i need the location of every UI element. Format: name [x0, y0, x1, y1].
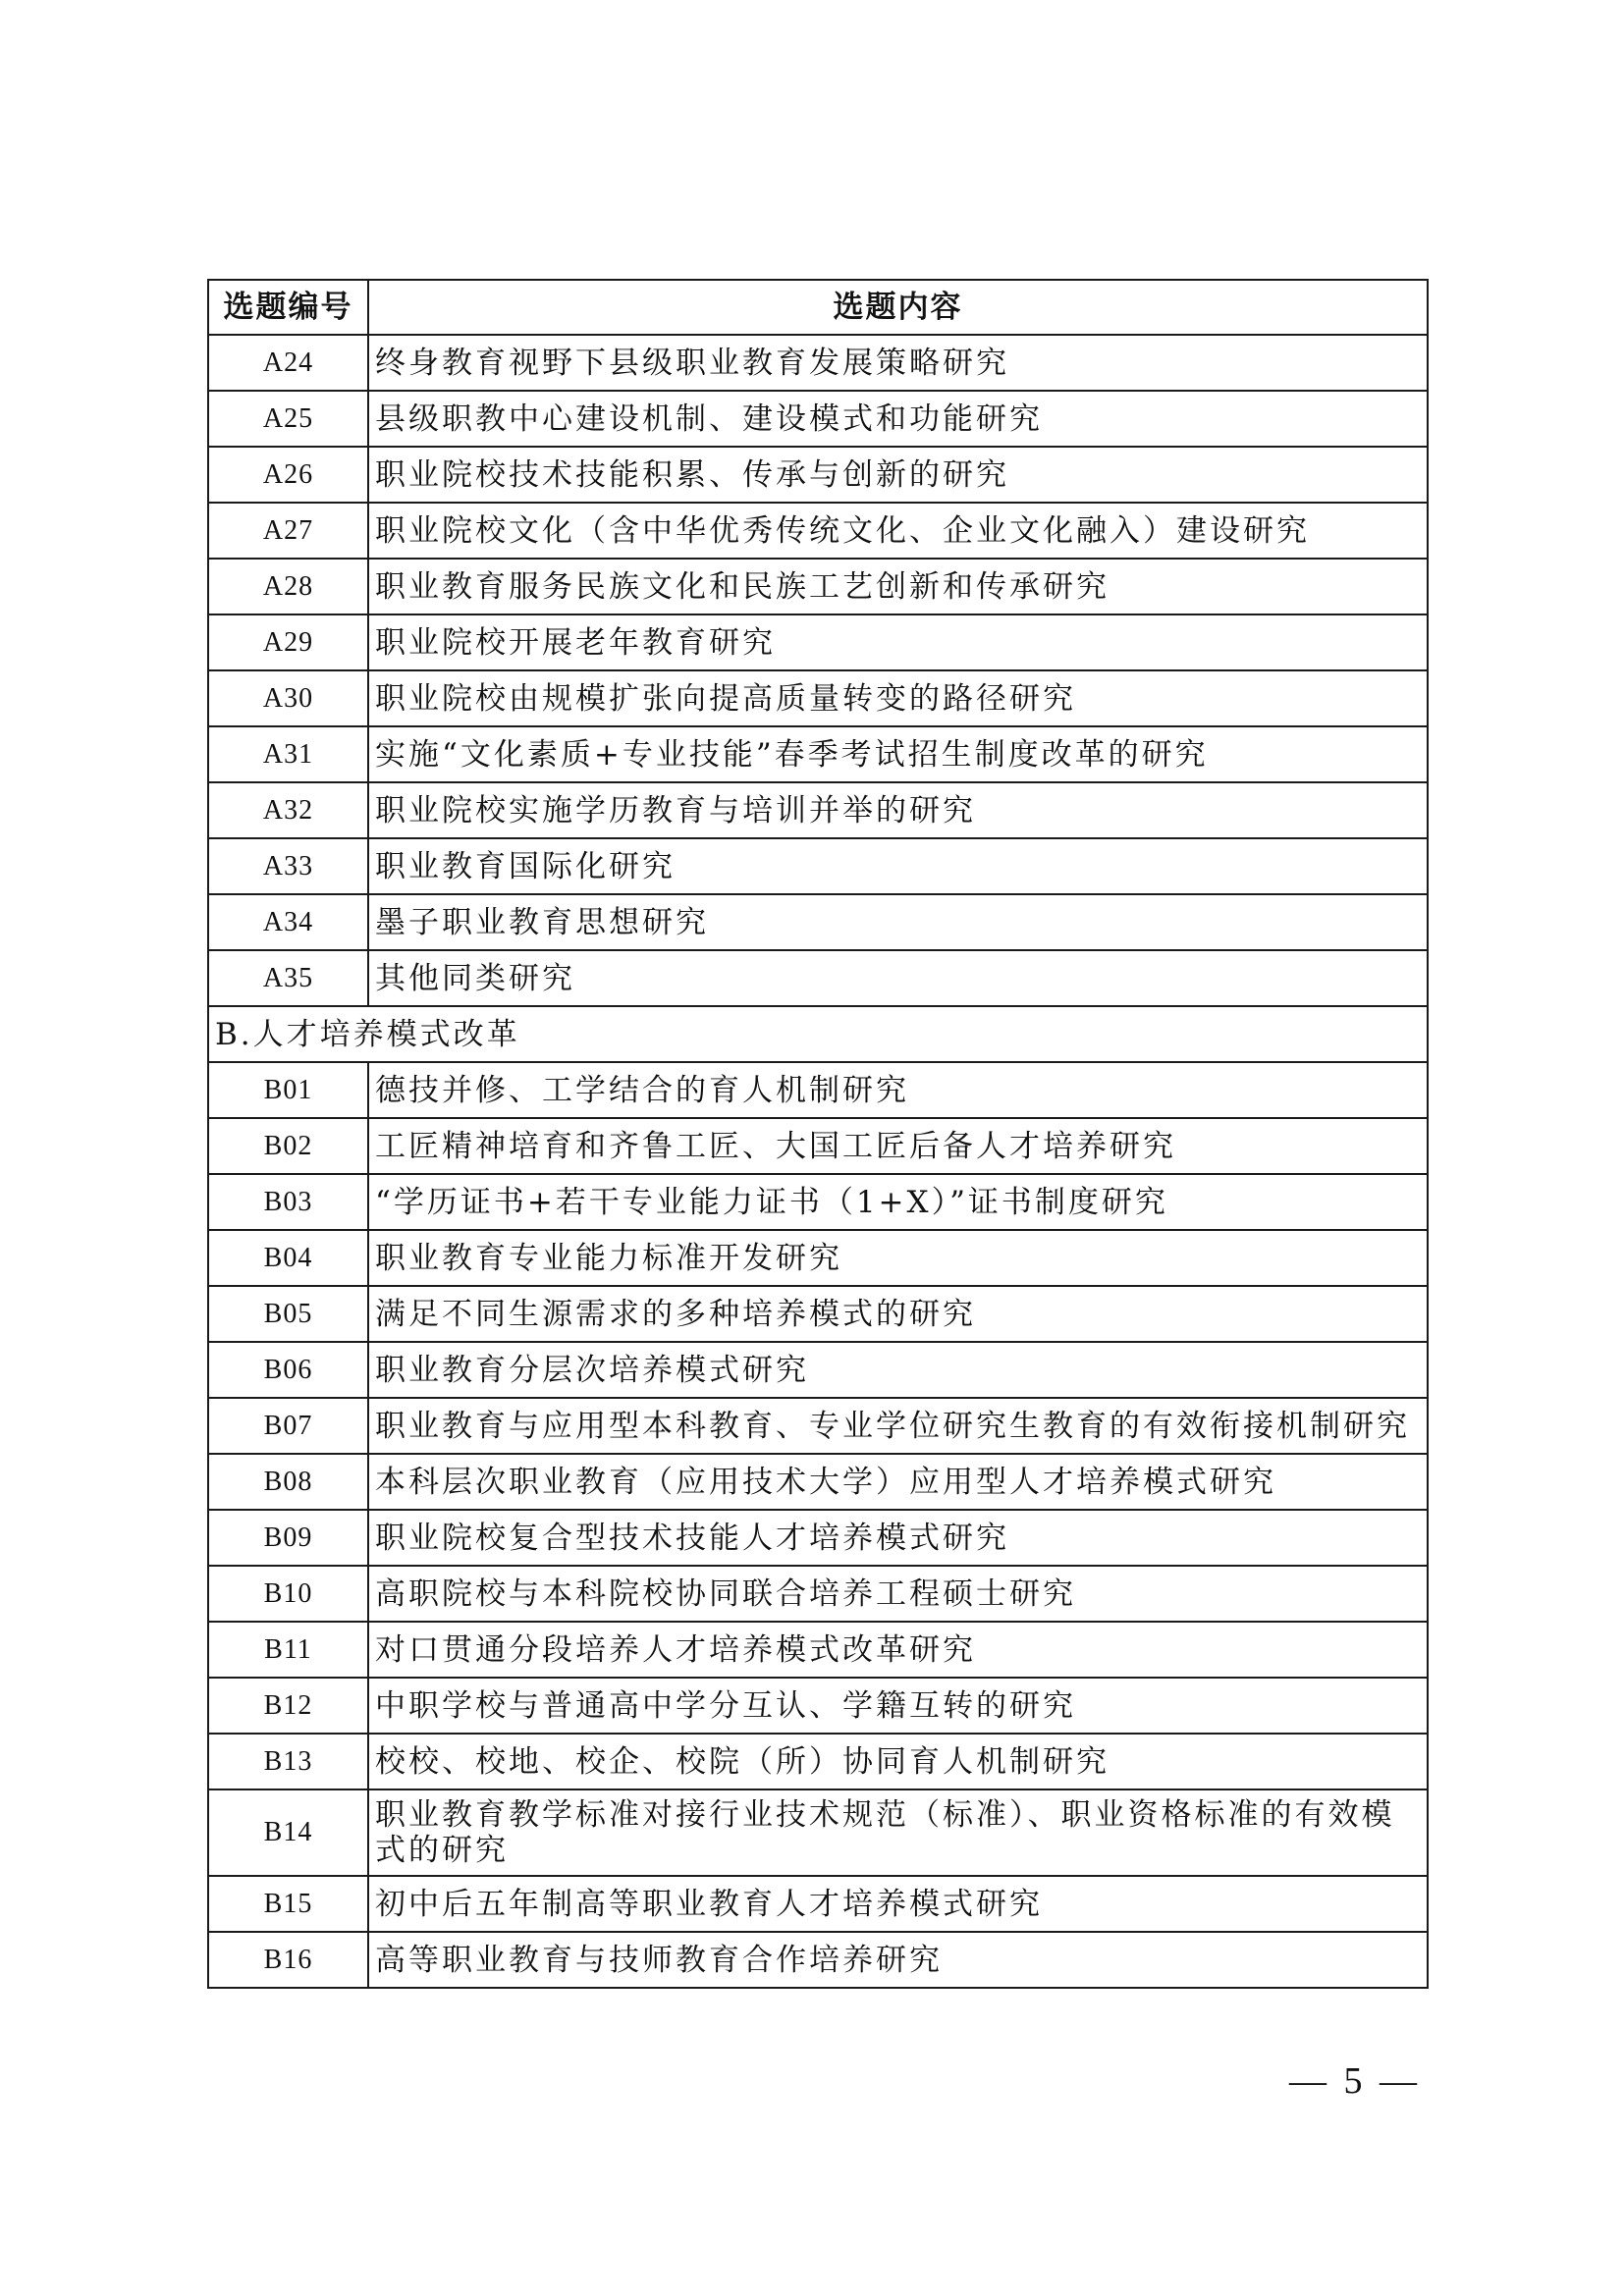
topic-code: B13: [208, 1734, 368, 1789]
table-header-row: [208, 280, 1428, 335]
topic-content: 工匠精神培育和齐鲁工匠、大国工匠后备人才培养研究: [368, 1118, 1428, 1174]
table-row: [208, 1789, 1428, 1876]
topic-code: B03: [208, 1174, 368, 1230]
table-row: [208, 950, 1428, 1006]
topic-code: B11: [208, 1622, 368, 1678]
section-b-title: B.人才培养模式改革: [208, 1006, 1428, 1062]
header-code: 选题编号: [208, 280, 368, 335]
table-row: [208, 614, 1428, 670]
table-row: [208, 559, 1428, 614]
topic-table: [207, 279, 1429, 1989]
page-number: — 5 —: [1289, 2060, 1421, 2102]
topic-code: A27: [208, 503, 368, 559]
topic-code: B06: [208, 1342, 368, 1398]
topic-code: B16: [208, 1932, 368, 1988]
topic-content: 职业教育国际化研究: [368, 838, 1428, 894]
topic-code: B04: [208, 1230, 368, 1286]
table-row: [208, 1454, 1428, 1510]
table-row: [208, 1734, 1428, 1789]
table-row: [208, 1622, 1428, 1678]
header-content: 选题内容: [368, 280, 1428, 335]
topic-code: B15: [208, 1876, 368, 1932]
topic-content: 职业教育专业能力标准开发研究: [368, 1230, 1428, 1286]
table-row: [208, 1174, 1428, 1230]
topic-code: A32: [208, 782, 368, 838]
topic-content: 高等职业教育与技师教育合作培养研究: [368, 1932, 1428, 1988]
topic-content: 职业院校由规模扩张向提高质量转变的路径研究: [368, 670, 1428, 726]
topic-code: A24: [208, 335, 368, 391]
topic-content: 县级职教中心建设机制、建设模式和功能研究: [368, 391, 1428, 447]
topic-content: 实施“文化素质+专业技能”春季考试招生制度改革的研究: [368, 726, 1428, 782]
topic-content: 职业教育教学标准对接行业技术规范（标准）、职业资格标准的有效模式的研究: [368, 1789, 1428, 1876]
table-row: [208, 447, 1428, 503]
table-row: [208, 726, 1428, 782]
topic-content: 德技并修、工学结合的育人机制研究: [368, 1062, 1428, 1118]
table-row: [208, 838, 1428, 894]
topic-code: A33: [208, 838, 368, 894]
topic-content: 终身教育视野下县级职业教育发展策略研究: [368, 335, 1428, 391]
topic-code: B01: [208, 1062, 368, 1118]
topic-content: 职业院校实施学历教育与培训并举的研究: [368, 782, 1428, 838]
table-row: [208, 1062, 1428, 1118]
topic-code: B07: [208, 1398, 368, 1454]
topic-content: 对口贯通分段培养人才培养模式改革研究: [368, 1622, 1428, 1678]
topic-content: 职业院校技术技能积累、传承与创新的研究: [368, 447, 1428, 503]
topic-content: 职业教育与应用型本科教育、专业学位研究生教育的有效衔接机制研究: [368, 1398, 1428, 1454]
table-row: [208, 1510, 1428, 1566]
topic-code: A31: [208, 726, 368, 782]
topic-content: 职业教育分层次培养模式研究: [368, 1342, 1428, 1398]
topic-code: B12: [208, 1678, 368, 1734]
topic-content: 高职院校与本科院校协同联合培养工程硕士研究: [368, 1566, 1428, 1622]
table-row: [208, 670, 1428, 726]
table-row: [208, 782, 1428, 838]
table-row: [208, 391, 1428, 447]
topic-code: A35: [208, 950, 368, 1006]
table-row: [208, 1118, 1428, 1174]
topic-code: A26: [208, 447, 368, 503]
table-row: [208, 1286, 1428, 1342]
topic-code: B09: [208, 1510, 368, 1566]
table-row: [208, 503, 1428, 559]
topic-content: 职业院校开展老年教育研究: [368, 614, 1428, 670]
topic-content: 职业院校复合型技术技能人才培养模式研究: [368, 1510, 1428, 1566]
table-row: [208, 1566, 1428, 1622]
topic-code: A28: [208, 559, 368, 614]
topic-code: B14: [208, 1789, 368, 1876]
topic-content: 满足不同生源需求的多种培养模式的研究: [368, 1286, 1428, 1342]
topic-content: 职业教育服务民族文化和民族工艺创新和传承研究: [368, 559, 1428, 614]
topic-content: “学历证书+若干专业能力证书（1+X）”证书制度研究: [368, 1174, 1428, 1230]
topic-code: A25: [208, 391, 368, 447]
topic-code: B02: [208, 1118, 368, 1174]
topic-content: 职业院校文化（含中华优秀传统文化、企业文化融入）建设研究: [368, 503, 1428, 559]
topic-content: 初中后五年制高等职业教育人才培养模式研究: [368, 1876, 1428, 1932]
topic-code: A34: [208, 894, 368, 950]
topic-content: 校校、校地、校企、校院（所）协同育人机制研究: [368, 1734, 1428, 1789]
topic-code: A30: [208, 670, 368, 726]
table-row: [208, 1876, 1428, 1932]
table-row: [208, 1342, 1428, 1398]
topic-code: B08: [208, 1454, 368, 1510]
section-row: [208, 1006, 1428, 1062]
topic-code: B05: [208, 1286, 368, 1342]
topic-content: 墨子职业教育思想研究: [368, 894, 1428, 950]
table-row: [208, 1678, 1428, 1734]
topic-content: 本科层次职业教育（应用技术大学）应用型人才培养模式研究: [368, 1454, 1428, 1510]
table-row: [208, 894, 1428, 950]
topic-code: A29: [208, 614, 368, 670]
table-row: [208, 335, 1428, 391]
table-row: [208, 1398, 1428, 1454]
topic-content: 其他同类研究: [368, 950, 1428, 1006]
topic-content: 中职学校与普通高中学分互认、学籍互转的研究: [368, 1678, 1428, 1734]
table-row: [208, 1932, 1428, 1988]
topic-code: B10: [208, 1566, 368, 1622]
table-row: [208, 1230, 1428, 1286]
